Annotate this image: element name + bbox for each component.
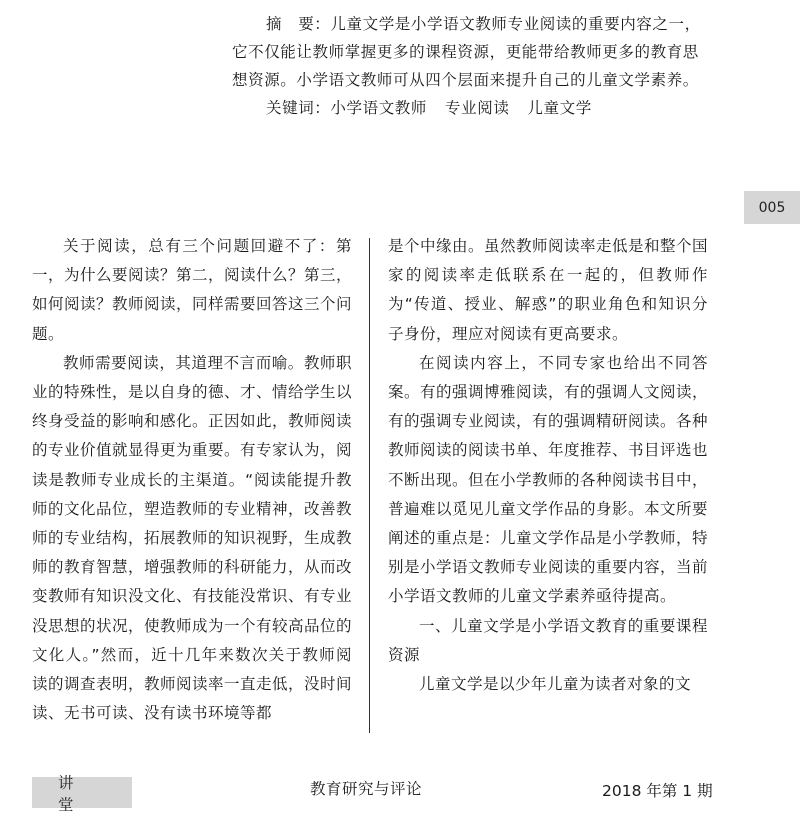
keywords-label: 关键词： [266, 99, 331, 117]
abstract [232, 10, 712, 122]
column-divider [369, 238, 370, 733]
keyword: 儿童文学 [527, 99, 592, 117]
page-number-tab [744, 191, 800, 224]
abstract-line: 想资源。小学语文教师可从四个层面来提升自己的儿童文学素养。 [232, 71, 699, 89]
abstract-line: 它不仅能让教师掌握更多的课程资源，更能带给教师更多的教育思 [232, 43, 699, 61]
paragraph: 是个中缘由。虽然教师阅读率走低是和整个国家的阅读率走低联系在一起的，但教师作为“传道、授业、解惑”的职业角色和知识分子身份，理应对阅读有更高要求。 [388, 237, 709, 343]
issue-label: 2018 年第 1 期 [602, 782, 713, 800]
keyword: 小学语文教师 [330, 99, 428, 117]
paragraph: 在阅读内容上，不同专家也给出不同答案。有的强调博雅阅读，有的强调人文阅读，有的强调专业阅读，有的强调精研阅读。各种教师阅读的阅读书单、年度推荐、书目评选也不断出现。但在小学教师的各种阅读书目中，普遍难以觅见儿童文学作品的身影。本文所要阐述的重点是：儿童文学作品是小学教师，特别是小学语文教师专业阅读的重要内容，当前小学语文教师的儿童文学素养亟待提高。 [388, 353, 709, 606]
section-tab [32, 773, 132, 814]
keywords [232, 94, 712, 122]
abstract-line: 摘 要：儿童文学是小学语文教师专业阅读的重要内容之一， [266, 15, 701, 33]
page-number: 005 [758, 199, 786, 216]
section-label: 讲堂 [58, 773, 100, 814]
paragraph: 关于阅读，总有三个问题回避不了：第一，为什么要阅读？第二，阅读什么？第三，如何阅读？教师阅读，同样需要回答这三个问题。 [32, 237, 353, 343]
paragraph: 儿童文学是以少年儿童为读者对象的文 [419, 675, 692, 694]
left-column [32, 232, 352, 728]
keyword: 专业阅读 [445, 99, 510, 117]
right-column [388, 232, 708, 699]
journal-title: 教育研究与评论 [310, 780, 423, 798]
section-heading: 一、儿童文学是小学语文教育的重要课程资源 [388, 616, 708, 664]
paragraph: 教师需要阅读，其道理不言而喻。教师职业的特殊性，是以自身的德、才、情给学生以终身受益的影响和感化。正因如此，教师阅读的专业价值就显得更为重要。有专家认为，阅读是教师专业成长的主渠道。“阅读能提升教师的文化品位，塑造教师的专业精神，改善教师的专业结构，拓展教师的知识视野，生成教师的教育智慧，增强教师的科研能力，从而改变教师有知识没文化、有技能没常识、有专业没思想的状况，使教师成为一个有较高品位的文化人。”然而，近十几年来数次关于教师阅读的调查表明，教师阅读率一直走低，没时间读、无书可读、没有读书环境等都 [32, 353, 353, 723]
